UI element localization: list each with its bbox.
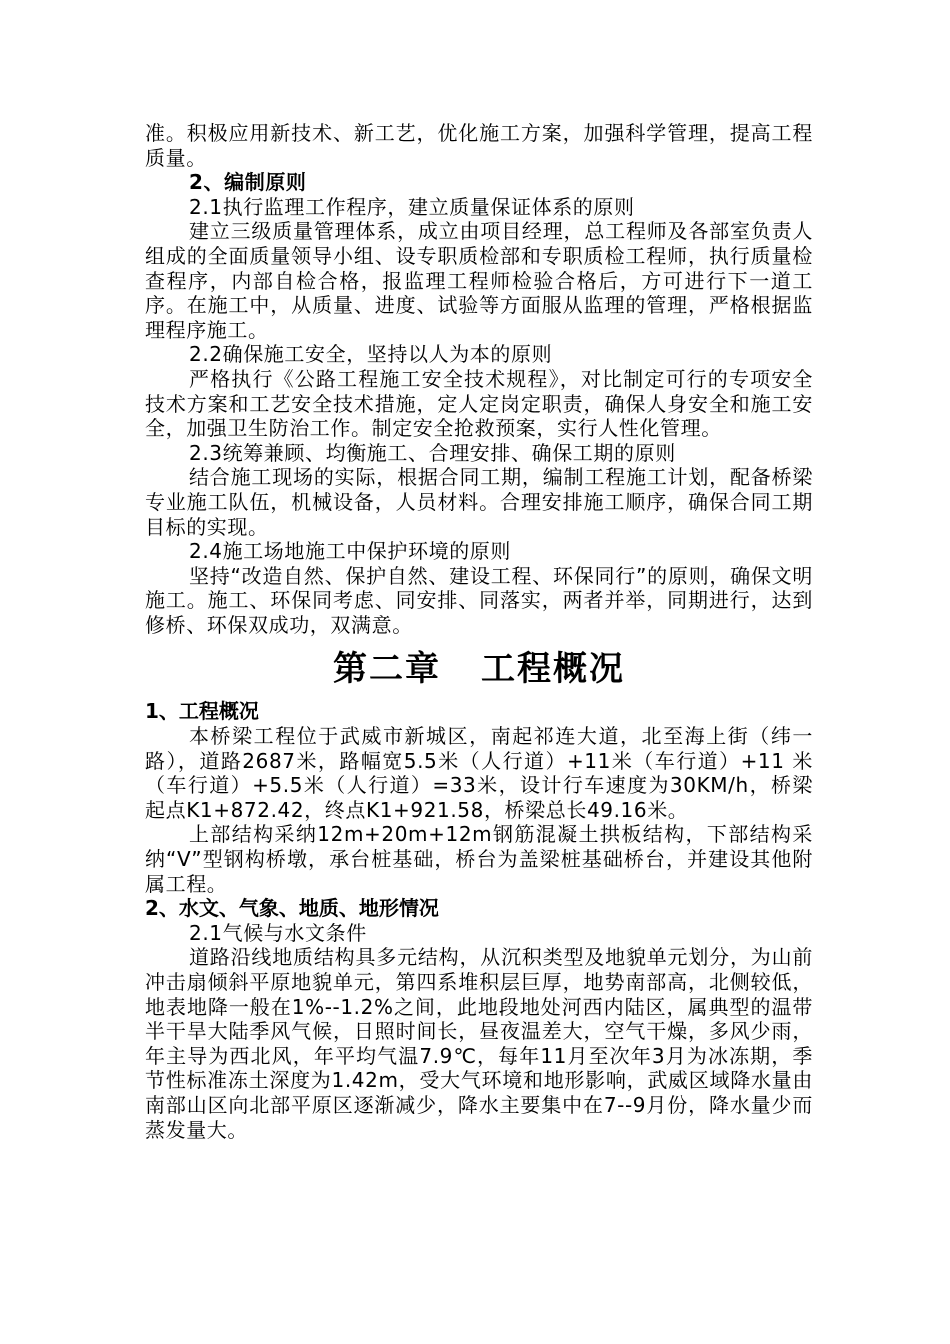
paragraph-safety: 严格执行《公路工程施工安全技术规程》，对比制定可行的专项安全技术方案和工艺安全技术措施，定人定岗定职责，确保人身安全和施工安全，加强卫生防治工作。制定安全抢救预案，实行人性化管理。 [145, 366, 813, 441]
heading-compilation-principles: 2、编制原则 [189, 170, 307, 195]
subheading-2-3: 2.3统筹兼顾、均衡施工、合理安排、确保工期的原则 [189, 440, 676, 465]
paragraph-bridge-structure: 上部结构采纳12m+20m+12m钢筋混凝土拱板结构，下部结构采纳“V”型钢构桥墩，承台桩基础，桥台为盖梁桩基础桥台，并建设其他附属工程。 [145, 822, 813, 896]
section-heading-overview: 1、工程概况 [145, 699, 259, 724]
chapter-number: 第二章 [333, 649, 441, 690]
paragraph-environment: 坚持“改造自然、保护自然、建设工程、环保同行”的原则，确保文明施工。施工、环保同考虑、同安排、同落实，两者并举，同期进行，达到修桥、环保双成功，双满意。 [145, 563, 813, 637]
subheading-2-1: 2.1执行监理工作程序，建立质量保证体系的原则 [189, 194, 635, 219]
paragraph-climate: 道路沿线地质结构具多元结构，从沉积类型及地貌单元划分，为山前冲击扇倾斜平原地貌单元，第四系堆积层巨厚，地势南部高，北侧较低，地表地降一般在1%--1.2%之间，此地段地处河西内陆区，属典型的温带半干旱大陆季风气候，日照时间长，昼夜温差大，空气干燥，多风少雨，年主导为西北风，年平均气温7.9℃，每年11月至次年3月为冰冻期，季节性标准冻土深度为1.42m，受大气环境和地形影响，武威区域降水量由南部山区向北部平原区逐渐减少，降水主要集中在7--9月份，降水量少而蒸发量大。 [145, 945, 813, 1142]
paragraph-quality-goal: 准。积极应用新技术、新工艺，优化施工方案，加强科学管理，提高工程质量。 [145, 121, 813, 170]
document-body [145, 121, 813, 1142]
chapter-name: 工程概况 [481, 649, 625, 690]
chapter-title [145, 649, 813, 689]
paragraph-schedule: 结合施工现场的实际，根据合同工期，编制工程施工计划，配备桥梁专业施工队伍，机械设备，人员材料。合理安排施工顺序，确保合同工期目标的实现。 [145, 465, 813, 539]
section-heading-hydrology: 2、水文、气象、地质、地形情况 [145, 896, 439, 921]
paragraph-bridge-location: 本桥梁工程位于武威市新城区，南起祁连大道，北至海上街（纬一路），道路2687米，路幅宽5.5米（人行道）+11米（车行道）+11 米（车行道）+5.5米（人行道）=33米，设计行车速度为30KM/h，桥梁起点K1+872.42，终点K1+921.58，桥梁总长49.16米。 [145, 724, 813, 822]
subheading-climate: 2.1气候与水文条件 [189, 920, 367, 945]
paragraph-quality-system: 建立三级质量管理体系，成立由项目经理，总工程师及各部室负责人组成的全面质量领导小组、设专职质检部和专职质检工程师，执行质量检查程序，内部自检合格，报监理工程师检验合格后，方可进行下一道工序。在施工中，从质量、进度、试验等方面服从监理的管理，严格根据监理程序施工。 [145, 219, 813, 342]
subheading-2-2: 2.2确保施工安全，坚持以人为本的原则 [189, 342, 553, 367]
subheading-2-4: 2.4施工场地施工中保护环境的原则 [189, 539, 512, 564]
